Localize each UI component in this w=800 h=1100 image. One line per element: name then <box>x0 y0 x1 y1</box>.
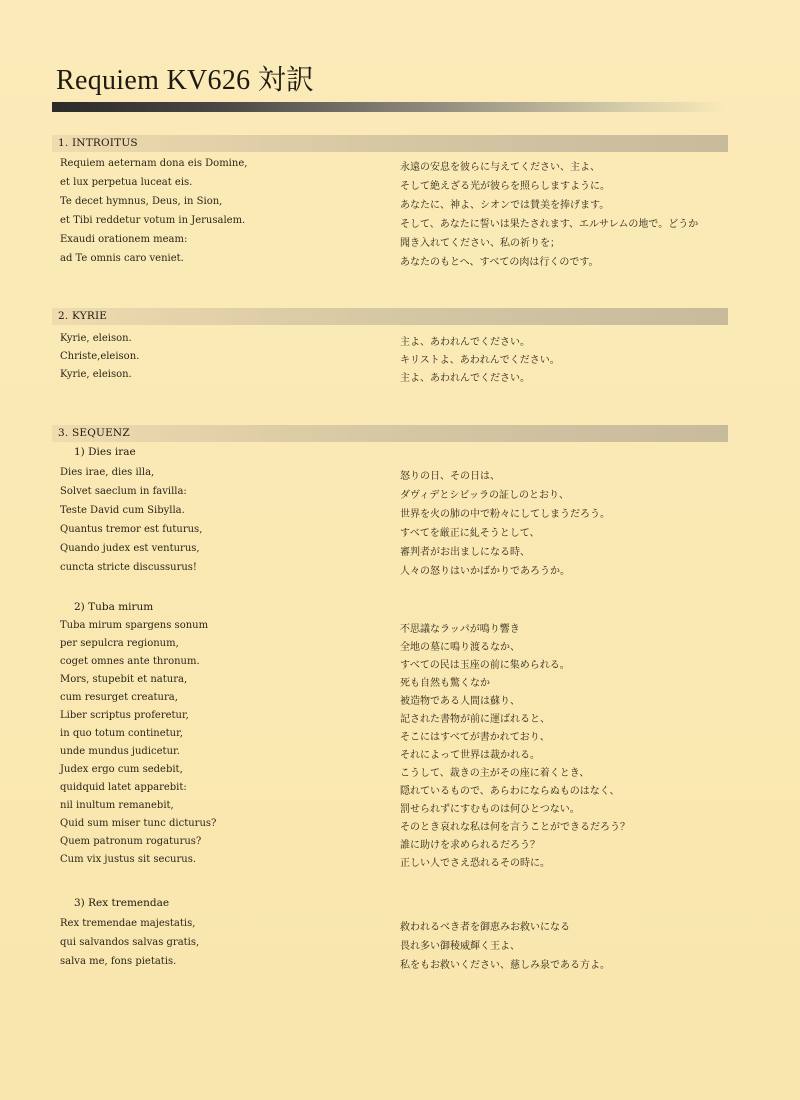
latin-line: Requiem aeternam dona eis Domine, <box>60 158 248 169</box>
latin-line: Rex tremendae majestatis, <box>60 918 196 929</box>
latin-line: cuncta stricte discussurus! <box>60 562 197 573</box>
latin-line: quidquid latet apparebit: <box>60 782 187 793</box>
latin-line: Judex ergo cum sedebit, <box>60 764 183 775</box>
japanese-line: そして、あなたに誓いは果たされます、エルサレムの地で。どうか <box>400 219 699 230</box>
title-rule <box>52 102 728 112</box>
latin-line: Kyrie, eleison. <box>60 369 132 380</box>
latin-line: Liber scriptus proferetur, <box>60 710 189 721</box>
japanese-line: ダヴィデとシビッラの証しのとおり、 <box>400 490 569 501</box>
section-bar-kyrie <box>52 308 728 325</box>
section-heading-kyrie: 2. KYRIE <box>58 310 108 322</box>
japanese-line: 審判者がお出ましになる時、 <box>400 547 530 558</box>
japanese-line: 主よ、あわれんでください。 <box>400 373 530 384</box>
japanese-line: キリストよ、あわれんでください。 <box>400 355 560 366</box>
latin-line: nil inultum remanebit, <box>60 800 174 811</box>
japanese-line: 隠れているもので、あらわにならぬものはなく、 <box>400 786 620 797</box>
japanese-line: 死も自然も驚くなか <box>400 678 490 689</box>
japanese-line: 記された書物が前に運ばれると、 <box>400 714 550 725</box>
japanese-line: あなたのもとへ、すべての肉は行くのです。 <box>400 257 599 268</box>
latin-line: Tuba mirum spargens sonum <box>60 620 209 631</box>
latin-line: Dies irae, dies illa, <box>60 467 155 478</box>
latin-line: et Tibi reddetur votum in Jerusalem. <box>60 215 246 226</box>
latin-line: qui salvandos salvas gratis, <box>60 937 200 948</box>
japanese-line: 聞き入れてください、私の祈りを； <box>400 238 560 249</box>
latin-line: Solvet saeclum in favilla: <box>60 486 187 497</box>
japanese-line: そして絶えざる光が彼らを照らしますように。 <box>400 181 610 192</box>
japanese-line: すべての民は玉座の前に集められる。 <box>400 660 570 671</box>
latin-line: et lux perpetua luceat eis. <box>60 177 193 188</box>
subheading-rex-tremendae: 3) Rex tremendae <box>74 897 170 909</box>
latin-line: salva me, fons pietatis. <box>60 956 177 967</box>
latin-line: Teste David cum Sibylla. <box>60 505 185 516</box>
section-bar-introitus <box>52 135 728 152</box>
section-heading-introitus: 1. INTROITUS <box>58 137 138 149</box>
latin-line: unde mundus judicetur. <box>60 746 180 757</box>
japanese-line: 主よ、あわれんでください。 <box>400 337 530 348</box>
latin-line: Quid sum miser tunc dicturus? <box>60 818 217 829</box>
latin-line: Exaudi orationem meam: <box>60 234 188 245</box>
japanese-line: それによって世界は裁かれる。 <box>400 750 540 761</box>
latin-line: Cum vix justus sit securus. <box>60 854 197 865</box>
latin-line: in quo totum continetur, <box>60 728 183 739</box>
japanese-line: 人々の怒りはいかばかりであろうか。 <box>400 566 570 577</box>
japanese-line: 永遠の安息を彼らに与えてください、主よ、 <box>400 162 600 173</box>
latin-line: Te decet hymnus, Deus, in Sion, <box>60 196 223 207</box>
latin-line: Quem patronum rogaturus? <box>60 836 202 847</box>
subheading-tuba-mirum: 2) Tuba mirum <box>74 601 154 613</box>
latin-line: per sepulcra regionum, <box>60 638 179 649</box>
japanese-line: 畏れ多い御稜威輝く王よ、 <box>400 941 520 952</box>
japanese-line: 怒りの日、その日は、 <box>400 471 500 482</box>
latin-line: Kyrie, eleison. <box>60 333 132 344</box>
japanese-line: 私をもお救いください、慈しみ泉である方よ。 <box>400 960 610 971</box>
latin-line: Mors, stupebit et natura, <box>60 674 188 685</box>
japanese-line: 正しい人でさえ恐れるその時に。 <box>400 858 550 869</box>
japanese-line: 救われるべき者を御恵みお救いになる <box>400 922 570 933</box>
subheading-dies-irae: 1) Dies irae <box>74 446 136 458</box>
latin-line: coget omnes ante thronum. <box>60 656 200 667</box>
japanese-line: 不思議なラッパが鳴り響き <box>400 624 520 635</box>
japanese-line: 世界を火の肺の中で粉々にしてしまうだろう。 <box>400 509 610 520</box>
latin-line: Quantus tremor est futurus, <box>60 524 203 535</box>
latin-line: ad Te omnis caro veniet. <box>60 253 184 264</box>
japanese-line: すべてを厳正に糺そうとして、 <box>400 528 540 539</box>
page-title: Requiem KV626 対訳 <box>56 65 315 96</box>
japanese-line: 誰に助けを求められるだろう？ <box>400 840 540 851</box>
japanese-line: 被造物である人間は蘇り、 <box>400 696 520 707</box>
section-heading-sequenz: 3. SEQUENZ <box>58 427 130 439</box>
japanese-line: そこにはすべてが書かれており、 <box>400 732 550 743</box>
latin-line: cum resurget creatura, <box>60 692 178 703</box>
japanese-line: こうして、裁きの主がその座に着くとき、 <box>400 768 590 779</box>
japanese-line: 全地の墓に鳴り渡るなか、 <box>400 642 520 653</box>
latin-line: Christe,eleison. <box>60 351 140 362</box>
japanese-line: そのとき哀れな私は何を言うことができるだろう？ <box>400 822 630 833</box>
japanese-line: あなたに、神よ、シオンでは賛美を捧げます。 <box>400 200 610 211</box>
section-bar-sequenz <box>52 425 728 442</box>
latin-line: Quando judex est venturus, <box>60 543 200 554</box>
japanese-line: 罰せられずにすむものは何ひとつない。 <box>400 804 580 815</box>
